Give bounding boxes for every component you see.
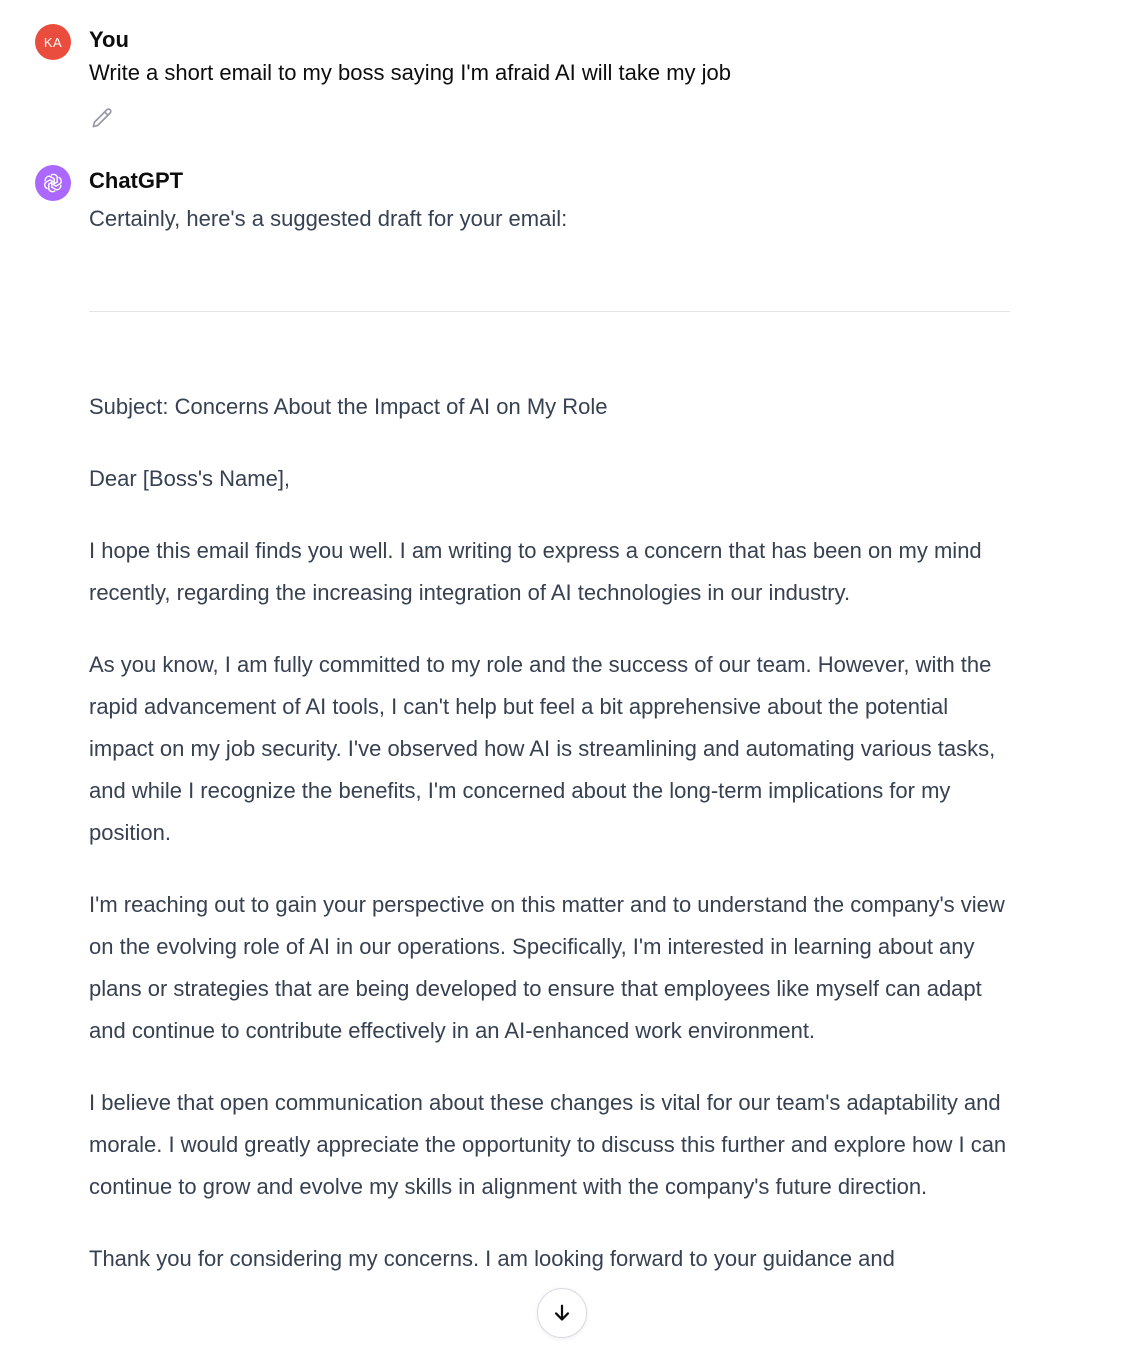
user-message-text: Write a short email to my boss saying I'm afraid AI will take my job — [89, 60, 732, 85]
email-paragraph: I believe that open communication about these changes is vital for our team's adaptability and morale. I would greatly appreciate the opportunity to discuss this further and explore how I can continue to grow and evolve my skills in alignment with the company's future direction. — [89, 1090, 1007, 1199]
user-avatar — [35, 24, 71, 60]
email-draft — [89, 386, 1010, 1310]
email-paragraph: I hope this email finds you well. I am writing to express a concern that has been on my mind recently, regarding the increasing integration of AI technologies in our industry. — [89, 538, 982, 605]
assistant-author-name: ChatGPT — [89, 168, 184, 193]
user-author-name: You — [89, 27, 129, 52]
user-avatar-initials: KA — [43, 34, 63, 50]
assistant-intro-text: Certainly, here's a suggested draft for your email: — [89, 206, 568, 231]
arrow-down-icon — [551, 1302, 573, 1324]
email-paragraph: Thank you for considering my concerns. I am looking forward to your guidance and — [89, 1246, 895, 1271]
openai-logo-icon — [35, 165, 71, 201]
divider — [89, 311, 1010, 312]
email-paragraph: As you know, I am fully committed to my role and the success of our team. However, with the rapid advancement of AI tools, I can't help but feel a bit apprehensive about the potential impact on my job security. I've observed how AI is streamlining and automating various tasks, and while I recognize the benefits, I'm concerned about the long-term implications for my position. — [89, 652, 996, 845]
user-message — [0, 0, 1144, 150]
email-greeting: Dear [Boss's Name], — [89, 466, 291, 491]
email-paragraph: I'm reaching out to gain your perspective on this matter and to understand the company's view on the evolving role of AI in our operations. Specifically, I'm interested in learning about any plans or strategies that are being developed to ensure that employees like myself can adapt and continue to contribute effectively in an AI-enhanced work environment. — [89, 892, 1005, 1043]
pencil-icon[interactable] — [89, 106, 115, 132]
email-subject: Subject: Concerns About the Impact of AI on My Role — [89, 394, 608, 419]
scroll-to-bottom-button[interactable] — [537, 1288, 587, 1338]
